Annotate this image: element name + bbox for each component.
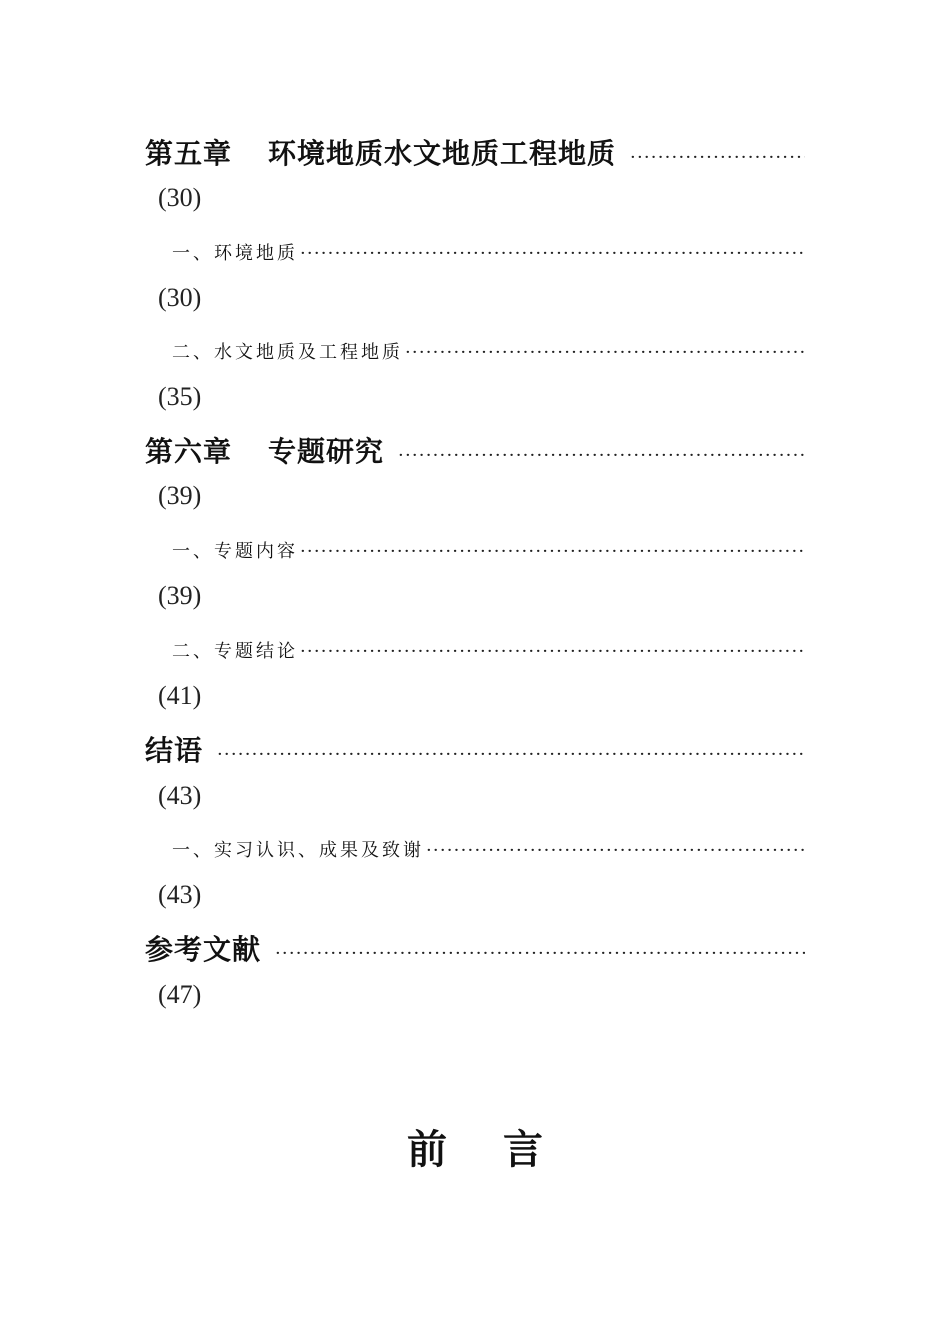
section-title: 二、专题结论: [172, 641, 298, 662]
chapter-title: 结语: [145, 734, 204, 767]
toc-references[interactable]: [145, 928, 805, 968]
section-title: 一、专题内容: [172, 541, 298, 562]
preface-heading: [0, 1118, 950, 1175]
toc-section-hydro-engineering-geology[interactable]: [172, 338, 805, 364]
toc-section-topic-content[interactable]: [172, 537, 805, 563]
toc-page-number: (43): [158, 880, 202, 909]
toc-page-number: (43): [158, 781, 202, 810]
toc-section-acknowledgements[interactable]: [172, 836, 805, 862]
chapter-title: 专题研究: [268, 435, 385, 468]
dot-leader: [630, 137, 805, 170]
toc-page-number: (41): [158, 681, 202, 710]
chapter-number: 第五章: [145, 137, 233, 170]
section-title: 二、水文地质及工程地质: [172, 342, 403, 363]
dot-leader: [300, 641, 805, 662]
toc-page-number: (30): [158, 283, 202, 312]
toc-section-environmental-geology[interactable]: [172, 239, 805, 265]
dot-leader: [426, 840, 805, 861]
dot-leader: [398, 435, 805, 468]
toc-page-number: (47): [158, 980, 202, 1009]
preface-char-1: 前: [407, 1127, 448, 1173]
section-title: 一、环境地质: [172, 243, 298, 264]
toc-page-number: (35): [158, 382, 202, 411]
chapter-number: 第六章: [145, 435, 233, 468]
section-title: 一、实习认识、成果及致谢: [172, 840, 424, 861]
dot-leader: [217, 734, 805, 767]
toc-page-number: (39): [158, 481, 202, 510]
dot-leader: [275, 933, 805, 966]
toc-page-number: (30): [158, 183, 202, 212]
dot-leader: [405, 342, 805, 363]
chapter-title: 参考文献: [145, 933, 262, 966]
toc-chapter-6[interactable]: [145, 430, 805, 470]
toc-section-topic-conclusion[interactable]: [172, 637, 805, 663]
dot-leader: [300, 243, 805, 264]
toc-page-number: (39): [158, 581, 202, 610]
toc-conclusion[interactable]: [145, 729, 805, 769]
preface-char-2: 言: [502, 1127, 543, 1173]
dot-leader: [300, 541, 805, 562]
toc-chapter-5[interactable]: [145, 132, 805, 172]
chapter-title: 环境地质水文地质工程地质: [268, 137, 617, 170]
